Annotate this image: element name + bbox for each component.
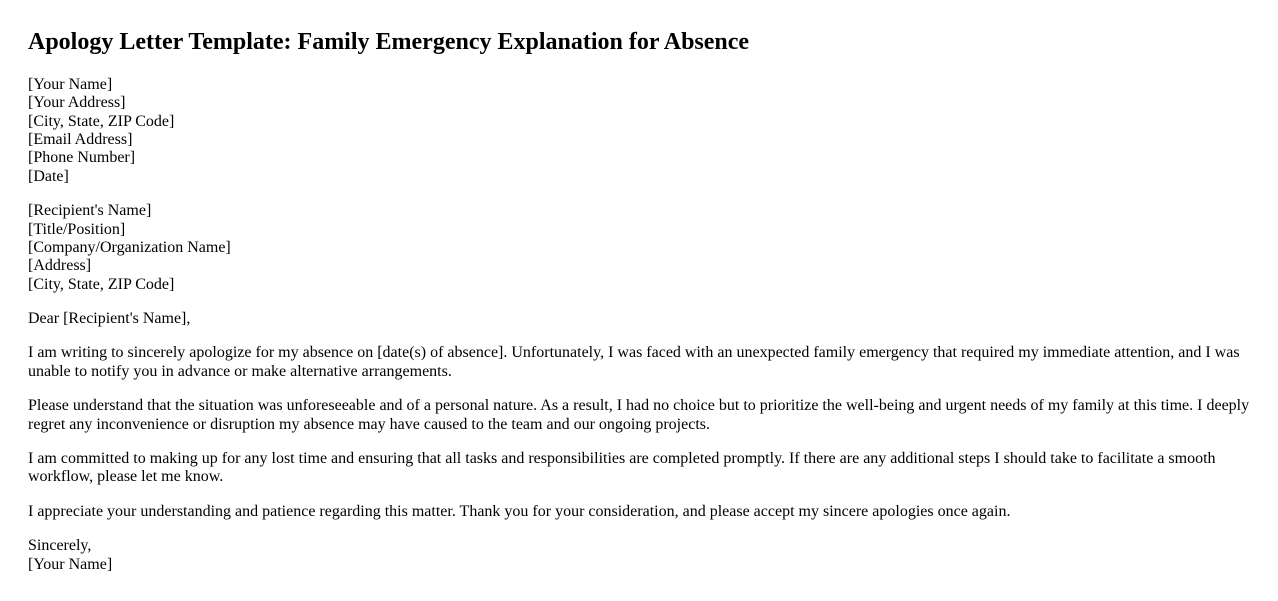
closing-block: [28, 537, 1252, 574]
recipient-title-line: [Title/Position]: [28, 220, 126, 238]
recipient-address-block: [28, 202, 1252, 294]
salutation: Dear [Recipient's Name],: [28, 310, 191, 328]
recipient-address-line: [Address]: [28, 257, 92, 275]
page-title: Apology Letter Template: Family Emergency Explanation for Absence: [28, 29, 750, 55]
body-paragraph-2: Please understand that the situation was unforeseeable and of a personal nature. As a result, I had no choice but to prioritize the well-being and urgent needs of my family at this time. I deeply regret any inconvenience or disruption my absence may have caused to the team and our ongoing projects.: [28, 397, 1250, 433]
sender-date-line: [Date]: [28, 167, 69, 185]
closing-signature-line: [Your Name]: [28, 555, 113, 573]
sender-address-line: [Your Address]: [28, 94, 126, 112]
sender-city-line: [City, State, ZIP Code]: [28, 112, 175, 130]
recipient-name-line: [Recipient's Name]: [28, 202, 152, 220]
body-paragraph-3: I am committed to making up for any lost time and ensuring that all tasks and responsibilities are completed promptly. If there are any additional steps I should take to facilitate a smooth workflow, please let me know.: [28, 450, 1216, 486]
recipient-company-line: [Company/Organization Name]: [28, 238, 231, 256]
body-paragraph-1: I am writing to sincerely apologize for my absence on [date(s) of absence]. Unfortunately, I was faced with an unexpected family emergency that required my immediate attention, and I was unable to notify you in advance or make alternative arrangements.: [28, 344, 1240, 380]
sender-address-block: [28, 76, 1252, 186]
closing-salutation-line: Sincerely,: [28, 537, 92, 555]
sender-phone-line: [Phone Number]: [28, 149, 136, 167]
sender-name-line: [Your Name]: [28, 75, 113, 93]
body-paragraph-4: I appreciate your understanding and patience regarding this matter. Thank you for your consideration, and please accept my sincere apologies once again.: [28, 502, 1011, 520]
recipient-city-line: [City, State, ZIP Code]: [28, 275, 175, 293]
sender-email-line: [Email Address]: [28, 130, 133, 148]
